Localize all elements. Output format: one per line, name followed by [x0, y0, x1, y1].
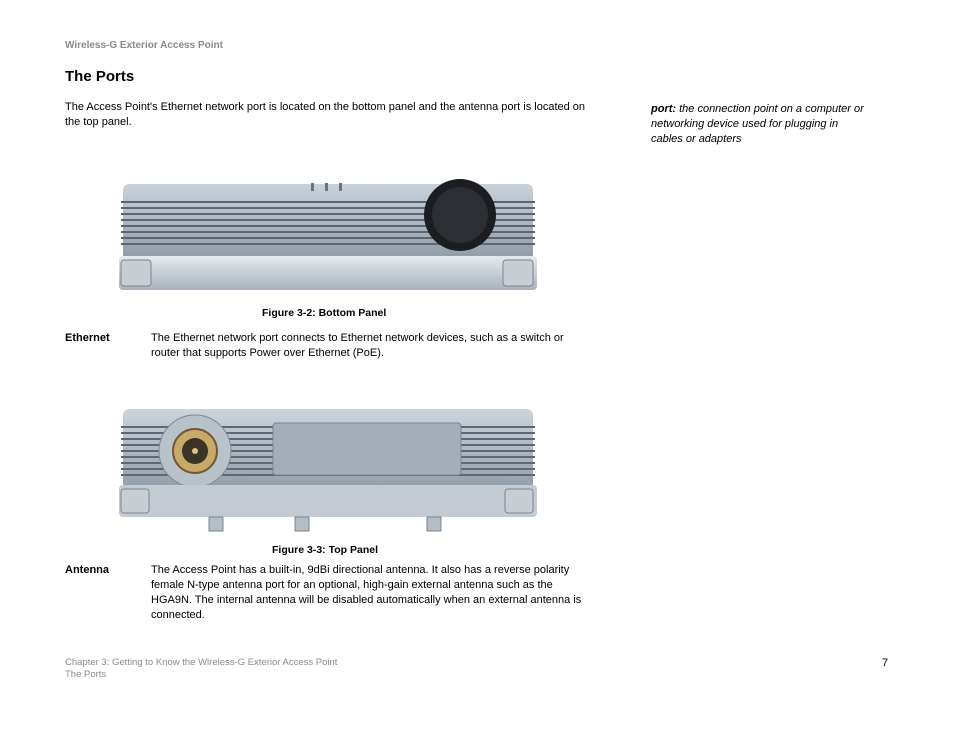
- term-antenna-label: Antenna: [65, 564, 109, 576]
- figure-caption-bottom: Figure 3-2: Bottom Panel: [262, 307, 387, 319]
- glossary-definition: the connection point on a computer or networking device used for plugging in cables or adapters: [651, 103, 864, 145]
- footer-chapter: Chapter 3: Getting to Know the Wireless-G Exterior Access Point: [65, 657, 338, 668]
- page-number: 7: [882, 657, 889, 669]
- figure-caption-top: Figure 3-3: Top Panel: [272, 544, 378, 556]
- top-panel-image: [115, 405, 540, 535]
- bottom-panel-image: [115, 178, 540, 294]
- running-header: Wireless-G Exterior Access Point: [65, 40, 223, 51]
- glossary-term: port:: [651, 103, 677, 115]
- footer-section: The Ports: [65, 669, 107, 680]
- term-ethernet-label: Ethernet: [65, 332, 110, 344]
- term-ethernet-text: The Ethernet network port connects to Ethernet network devices, such as a switch or router that supports Power over Ethernet (PoE).: [151, 332, 564, 359]
- page-footer: [65, 657, 337, 681]
- intro-paragraph: The Access Point's Ethernet network port is located on the bottom panel and the antenna port is located on the top panel.: [65, 101, 586, 128]
- glossary-sidebar: [651, 102, 866, 147]
- section-title: The Ports: [65, 68, 135, 85]
- term-antenna-text: The Access Point has a built-in, 9dBi directional antenna. It also has a reverse polarity female N-type antenna port for an optional, high-gain external antenna such as the HGA9N. The internal antenna will be disabled automatically when an external antenna is connected.: [151, 564, 582, 621]
